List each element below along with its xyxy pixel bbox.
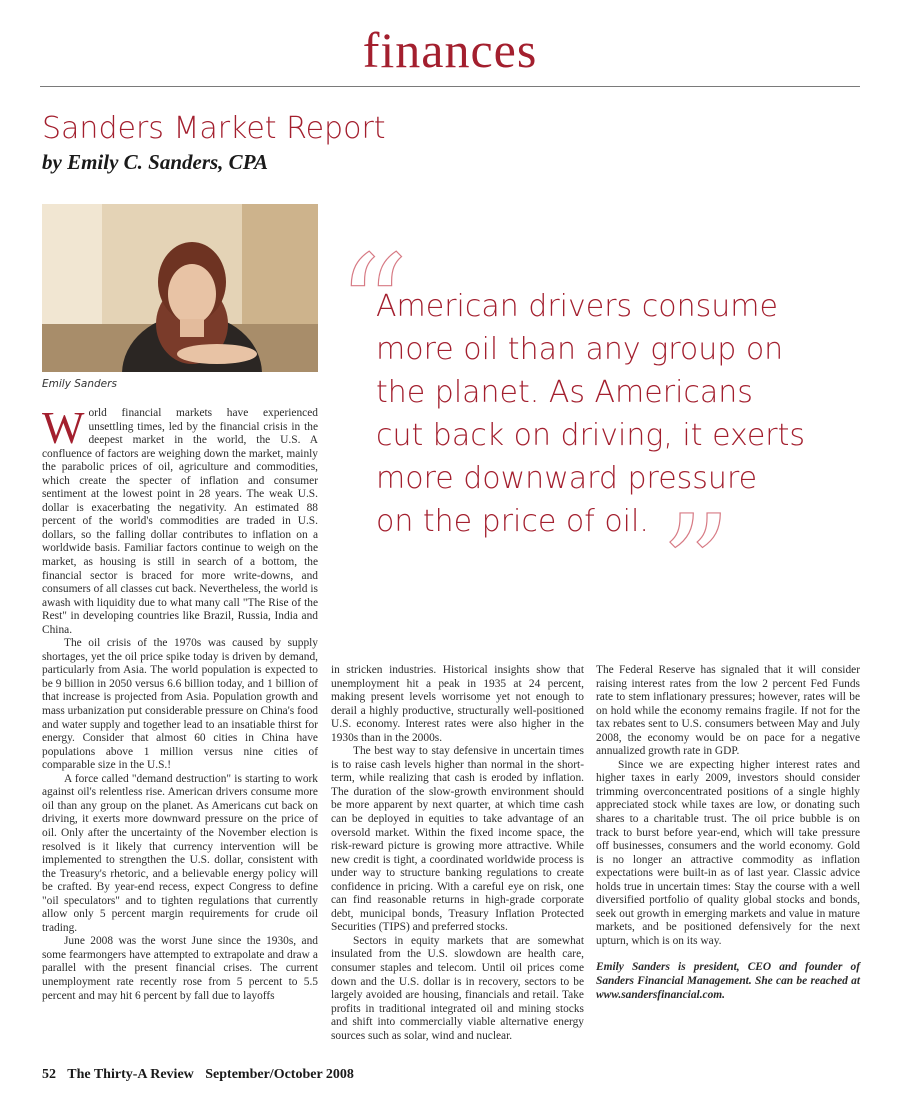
close-quote-mark: ” (660, 486, 732, 649)
publication-name: The Thirty-A Review (67, 1067, 194, 1082)
byline: by Emily C. Sanders, CPA (42, 150, 268, 174)
drop-cap: W (42, 403, 85, 453)
pull-quote-line: cut back on driving, it exerts (376, 418, 806, 453)
page-footer (42, 1067, 362, 1083)
issue-date: September/October 2008 (205, 1067, 354, 1082)
article-paragraph: Sectors in equity markets that are somewhat insulated from the U.S. slowdown are health care, consumer staples and telecom. Until oil prices come down and the U.S. dollar is in recovery, sectors to be largely avoided are housing, financials and retail. Take profits in traditional integrated oil and mining stocks and shift into commercially viable alternative energy sources such as solar, wind and nuclear. (331, 934, 584, 1042)
article-paragraph (42, 403, 318, 637)
pull-quote (376, 285, 846, 543)
article-paragraph: in stricken industries. Historical insights show that unemployment hit a peak in 1935 at 24 percent, making present levels worrisome yet not enough to derail a highly productive, structurally well-positioned U.S. economy. Interest rates were also higher in the 1930s than in the 2000s. (331, 664, 584, 744)
article-paragraph: The best way to stay defensive in uncertain times is to raise cash levels higher than normal in the short-term, while realizing that cash is eroded by inflation. The duration of the slow-growth environment should be more apparent by next quarter, at which time cash can be deployed in equities to take advantage of an oversold market. Within the fixed income space, the risk-reward picture is growing more attractive. While new credit is tight, a coordinated worldwide process is under way to structure banking regulations to create confidence in pricing. With a careful eye on risk, one can find reasonable returns in high-grade corporate debt, municipal bonds, Treasury Inflation Protected Securities (TIPS) and preferred stocks. (331, 745, 584, 934)
open-quote-mark: “ (337, 226, 409, 389)
author-photo (42, 204, 318, 372)
header-divider (40, 86, 860, 87)
pull-quote-line: on the price of oil. (376, 504, 649, 539)
pull-quote-line: more oil than any group on (376, 332, 784, 367)
article-paragraph: The oil crisis of the 1970s was caused by supply shortages, yet the oil price spike today is driven by demand, particularly from Asia. The world population is expected to be 9 billion in 2050 versus 6.6 billion today, and 1 billion of that increase is projected from Asia. Population growth and mass urbanization put considerable pressure on China's food and water supply and together lead to an insatiable thirst for energy. Consider that almost 60 cities in China have populations above 1 million versus nine cities of comparable size in the U.S.! (42, 637, 318, 772)
page-number: 52 (42, 1067, 56, 1082)
paragraph-text: orld financial markets have experienced unsettling times, led by the financial crisis in the deepest market in the world, the U.S. A confluence of factors are weighing down the market, mainly the parabolic prices of oil, agriculture and commodities, which create the specter of inflation and consumer sentiment at the lowest point in 28 years. The weak U.S. dollar is exacerbating the negativity. An estimated 88 percent of the world's commodities are traded in U.S. dollars, so the falling dollar contributes to inflation on a worldwide basis. Familiar factors continue to weigh on the market, as housing is still in search of a bottom, the financial sector is braced for more write-downs, and consumers of all classes cut back. Nevertheless, the world is awash with liquidity due to what many call "The Rise of the Rest" in developing countries like Brazil, Russia, India and China. (42, 407, 318, 636)
article-column-3 (596, 664, 860, 1002)
article-column-2 (331, 664, 584, 1043)
photo-caption: Emily Sanders (42, 378, 117, 390)
article-paragraph: A force called "demand destruction" is starting to work against oil's relentless rise. American drivers consume more oil than any group on the planet. As Americans cut back on driving, it exerts more downward pressure on the price of oil. Only after the uncertainty of the November election is resolved is it likely that currency intervention will be implemented to strengthen the U.S. dollar, consistent with the Treasury's rhetoric, and a believable energy policy will be crafted. By year-end recess, expect Congress to define "oil speculators" and to tighten regulations that currently allow only 5 percent margin requirements for crude oil trading. (42, 772, 318, 934)
article-paragraph: June 2008 was the worst June since the 1930s, and some fearmongers have attempted to extrapolate and draw a parallel with the present financial crises. The current unemployment rate recently rose from 5 percent to 5.5 percent and may hit 6 percent by fall due to layoffs (42, 935, 318, 1002)
section-title: finances (362, 22, 538, 78)
report-title: Sanders Market Report (42, 111, 386, 146)
pull-quote-line: more downward pressure (376, 461, 758, 496)
article-paragraph: Since we are expecting higher interest rates and higher taxes in early 2009, investors should consider trimming overconcentrated positions of a single highly appreciated stock while taxes are low, or donating such shares to a charitable trust. The oil price bubble is on track to burst before year-end, which will take pressure off businesses, consumers and the world economy. Gold is no longer an attractive commodity as inflation expectations were built-in as of last year. Classic advice holds true in uncertain times: Stay the course with a well diversified portfolio of quality global stocks and bonds, seek out growth in emerging markets and value in mature markets, and be positioned defensively for the next upturn, which is on its way. (596, 758, 860, 947)
article-column-1 (42, 403, 318, 1003)
article-paragraph: The Federal Reserve has signaled that it will consider raising interest rates from the low 2 percent Fed Funds rate to stem inflationary pressures; however, rates will be on hold while the economy remains fragile. If not for the tax rebates sent to U.S. consumers between May and July 2008, the economy would be on pace for a negative annualized growth rate in GDP. (596, 664, 860, 758)
author-bio: Emily Sanders is president, CEO and founder of Sanders Financial Management. She can be reached at www.sandersfinancial.com. (596, 961, 860, 1001)
pull-quote-line: the planet. As Americans (376, 375, 753, 410)
pull-quote-line: American drivers consume (376, 289, 778, 324)
